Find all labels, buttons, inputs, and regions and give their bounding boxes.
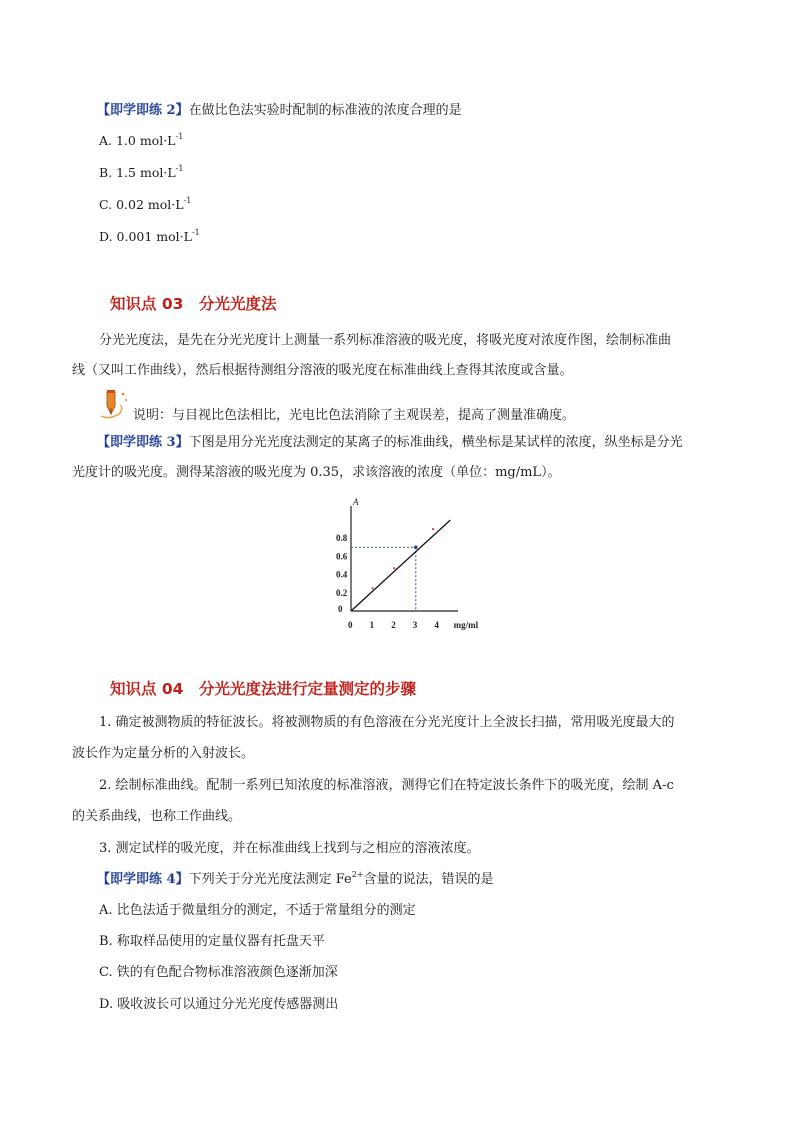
q2-option-a-label: A. 1.0 mol·L [99,133,176,148]
k03-note: 说明：与目视比色法相比，光电比色法消除了主观误差，提高了测量准确度。 [133,408,576,423]
guide-point [414,546,418,550]
q2-option-d-label: D. 0.001 mol·L [99,229,192,244]
q4-option-d: D. 吸收波长可以通过分光光度传感器测出 [99,997,339,1012]
q4-tag: 【即学即练 4】 [97,872,189,887]
y-tick-label: 0.4 [336,569,348,580]
standard-curve-chart [330,496,500,636]
q2-option-c-label: C. 0.02 mol·L [99,197,184,212]
q4-text-sup: 2+ [351,870,364,879]
q3-line1: 下图是用分光光度法测定的某离子的标准曲线，横坐标是某试样的浓度，纵坐标是分光 [188,435,683,450]
k04-heading: 知识点 04 分光光度法进行定量测定的步骤 [110,680,416,698]
data-point [393,567,395,569]
k03-para-line1: 分光光度法，是先在分光光度计上测量一系列标准溶液的吸光度，将吸光度对浓度作图，绘制标准曲 [99,333,672,348]
q4-option-b: B. 称取样品使用的定量仪器有托盘天平 [99,934,325,949]
y-tick-label: 0.6 [336,551,348,562]
q2-option-d-sup: -1 [191,228,200,237]
k03-heading: 知识点 03 分光光度法 [110,295,277,313]
q4-text-before: 下列关于分光光度法测定 Fe [188,872,352,887]
x-tick-label: 4 [434,620,439,630]
k04-step2-line1: 2. 绘制标准曲线。配制一系列已知浓度的标准溶液，测得它们在特定波长条件下的吸光度，绘制 A-c [99,778,674,793]
y-tick-labels [336,533,348,614]
q2-text: 在做比色法实验时配制的标准液的浓度合理的是 [188,103,462,118]
q3-stem-line1 [97,434,683,452]
y-tick-label: 0.8 [336,533,348,544]
k04-step1-line2: 波长作为定量分析的入射波长。 [72,746,255,761]
data-point [432,528,434,530]
y-tick-label: 0 [338,604,343,614]
standard-curve-figure [330,496,500,636]
q2-option-b-sup: -1 [175,164,184,173]
q2-option-b [99,165,183,180]
x-tick-labels [348,620,439,630]
y-axis-title: A [353,497,359,507]
q2-option-a-sup: -1 [175,132,184,141]
q2-option-c-sup: -1 [183,196,192,205]
q4-stem [97,871,494,889]
k04-step3: 3. 测定试样的吸光度，并在标准曲线上找到与之相应的溶液浓度。 [99,841,480,856]
q2-stem [97,102,462,120]
q2-tag: 【即学即练 2】 [97,103,189,118]
standard-curve-line [351,520,450,611]
pen-note-icon [97,390,131,420]
k04-step2-line2: 的关系曲线，也称工作曲线。 [72,809,242,824]
q2-option-a [99,133,183,148]
q4-option-c: C. 铁的有色配合物标准溶液颜色逐渐加深 [99,965,338,980]
k04-step1-line1: 1. 确定被测物质的特征波长。将被测物质的有色溶液在分光光度计上全波长扫描，常用吸光度最大的 [99,715,675,730]
q2-option-c [99,197,191,212]
q4-option-a: A. 比色法适于微量组分的测定，不适于常量组分的测定 [99,903,416,918]
x-tick-label: 2 [391,620,396,630]
k03-para-line2: 线（又叫工作曲线），然后根据待测组分溶液的吸光度在标准曲线上查得其浓度或含量。 [72,363,573,378]
q3-tag: 【即学即练 3】 [97,435,189,450]
x-tick-label: 1 [369,620,375,630]
q2-option-b-label: B. 1.5 mol·L [99,165,176,180]
x-tick-label: 0 [348,620,353,630]
q4-text-after: 含量的说法，错误的是 [363,872,494,887]
data-point [372,587,374,589]
data-points [372,528,435,589]
x-axis-title: mg/ml [453,620,479,630]
q2-option-d [99,229,200,244]
q3-line2: 光度计的吸光度。测得某溶液的吸光度为 0.35，求该溶液的浓度（单位：mg/mL）。 [72,465,561,480]
y-tick-label: 0.2 [336,587,348,598]
x-tick-label: 3 [412,620,418,630]
